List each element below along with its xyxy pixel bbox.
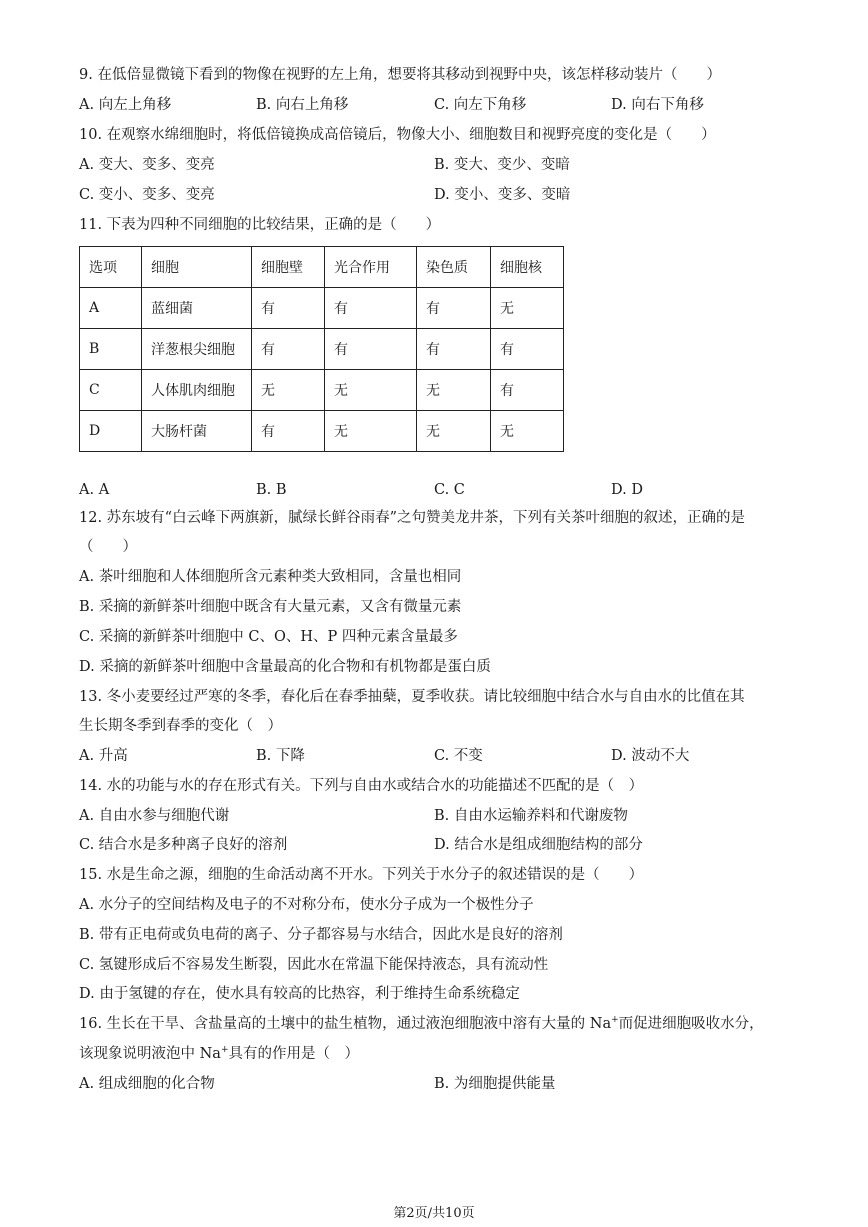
q14-option-b: B. 自由水运输养料和代谢废物	[434, 808, 628, 824]
question-15-stem: 15. 水是生命之源，细胞的生命活动离不开水。下列关于水分子的叙述错误的是（ ）	[79, 867, 644, 883]
table-cell: A	[80, 288, 142, 329]
q12-option-a: A. 茶叶细胞和人体细胞所含元素种类大致相同，含量也相同	[79, 569, 462, 585]
table-cell: C	[80, 370, 142, 411]
question-13-stem-cont: 生长期冬季到春季的变化（ ）	[79, 718, 282, 734]
q16-option-b: B. 为细胞提供能量	[434, 1076, 556, 1092]
q15-option-d: D. 由于氢键的存在，使水具有较高的比热容，利于维持生命系统稳定	[79, 986, 520, 1002]
table-cell: 有	[252, 411, 325, 452]
q10-option-b: B. 变大、变少、变暗	[434, 157, 570, 173]
table-cell: 有	[491, 370, 564, 411]
table-cell: 无	[417, 370, 491, 411]
table-cell: 无	[491, 411, 564, 452]
table-cell: B	[80, 329, 142, 370]
q10-option-c: C. 变小、变多、变亮	[79, 187, 215, 203]
q13-option-d: D. 波动不大	[611, 748, 690, 764]
table-cell: 有	[325, 329, 417, 370]
table-cell: 大肠杆菌	[142, 411, 252, 452]
q13-option-b: B. 下降	[256, 748, 305, 764]
q16-stem2-text-cont: 具有的作用是（ ）	[228, 1046, 359, 1062]
table-cell: 有	[252, 329, 325, 370]
q11-option-b: B. B	[256, 482, 287, 498]
q16-stem2-text: 该现象说明液泡中 Na	[79, 1046, 221, 1062]
table-cell: 无	[325, 411, 417, 452]
table-cell: 有	[417, 288, 491, 329]
table-cell: 有	[417, 329, 491, 370]
question-16-stem-cont	[79, 1044, 359, 1064]
table-cell: 有	[491, 329, 564, 370]
table-header-cell: 选项	[80, 247, 142, 288]
table-cell: D	[80, 411, 142, 452]
q15-option-c: C. 氢键形成后不容易发生断裂，因此水在常温下能保持液态，具有流动性	[79, 957, 549, 973]
cell-comparison-table	[79, 246, 564, 452]
q14-option-a: A. 自由水参与细胞代谢	[79, 808, 230, 824]
q15-option-b: B. 带有正电荷或负电荷的离子、分子都容易与水结合，因此水是良好的溶剂	[79, 927, 563, 943]
question-12-stem: 12. 苏东坡有“白云峰下两旗新，腻绿长鲜谷雨春”之句赞美龙井茶，下列有关茶叶细胞的叙述，正确的是	[79, 510, 745, 526]
table-cell: 有	[252, 288, 325, 329]
table-cell: 人体肌肉细胞	[142, 370, 252, 411]
table-header-cell: 细胞壁	[252, 247, 325, 288]
question-12-stem-cont: （ ）	[79, 539, 137, 555]
q9-option-a: A. 向左上角移	[79, 97, 172, 113]
q15-option-a: A. 水分子的空间结构及电子的不对称分布，使水分子成为一个极性分子	[79, 897, 534, 913]
q11-option-d: D. D	[611, 482, 643, 498]
q16-stem-text-cont: 而促进细胞吸收水分，	[618, 1016, 764, 1032]
sodium-charge: +	[220, 1045, 229, 1056]
table-cell: 无	[252, 370, 325, 411]
table-cell: 无	[417, 411, 491, 452]
table-header-cell: 细胞核	[491, 247, 564, 288]
q12-option-c: C. 采摘的新鲜茶叶细胞中 C、O、H、P 四种元素含量最多	[79, 629, 458, 645]
q16-option-a: A. 组成细胞的化合物	[79, 1076, 215, 1092]
table-cell: 有	[325, 288, 417, 329]
q11-option-c: C. C	[434, 482, 465, 498]
q11-option-a: A. A	[79, 482, 110, 498]
table-row	[80, 370, 564, 411]
table-row	[80, 288, 564, 329]
table-cell: 洋葱根尖细胞	[142, 329, 252, 370]
q13-option-a: A. 升高	[79, 748, 128, 764]
question-9-stem: 9. 在低倍显微镜下看到的物像在视野的左上角，想要将其移动到视野中央，该怎样移动装片（ ）	[79, 67, 721, 83]
q9-option-c: C. 向左下角移	[434, 97, 527, 113]
q16-stem-text: 16. 生长在干旱、含盐量高的土壤中的盐生植物，通过液泡细胞液中溶有大量的 Na	[79, 1016, 612, 1032]
q10-option-a: A. 变大、变多、变亮	[79, 157, 215, 173]
q9-option-d: D. 向右下角移	[611, 97, 704, 113]
table-cell: 无	[491, 288, 564, 329]
question-11-stem: 11. 下表为四种不同细胞的比较结果，正确的是（ ）	[79, 217, 441, 233]
question-14-stem: 14. 水的功能与水的存在形式有关。下列与自由水或结合水的功能描述不匹配的是（ ）	[79, 778, 644, 794]
table-row	[80, 411, 564, 452]
table-header-cell: 染色质	[417, 247, 491, 288]
q14-option-d: D. 结合水是组成细胞结构的部分	[434, 837, 643, 853]
q12-option-b: B. 采摘的新鲜茶叶细胞中既含有大量元素，又含有微量元素	[79, 599, 462, 615]
table-header-cell: 细胞	[142, 247, 252, 288]
q10-option-d: D. 变小、变多、变暗	[434, 187, 571, 203]
table-cell: 无	[325, 370, 417, 411]
question-10-stem: 10. 在观察水绵细胞时，将低倍镜换成高倍镜后，物像大小、细胞数目和视野亮度的变化是（ ）	[79, 127, 716, 143]
q9-option-b: B. 向右上角移	[256, 97, 349, 113]
question-16-stem	[79, 1014, 764, 1034]
q12-option-d: D. 采摘的新鲜茶叶细胞中含量最高的化合物和有机物都是蛋白质	[79, 659, 491, 675]
table-cell: 蓝细菌	[142, 288, 252, 329]
table-row	[80, 329, 564, 370]
page-number: 第2页/共10页	[393, 1206, 475, 1221]
q14-option-c: C. 结合水是多种离子良好的溶剂	[79, 837, 288, 853]
sodium-charge: +	[611, 1015, 619, 1026]
table-header-row	[80, 247, 564, 288]
question-13-stem: 13. 冬小麦要经过严寒的冬季，春化后在春季抽蘖，夏季收获。请比较细胞中结合水与自由水的比值在其	[79, 689, 745, 705]
q13-option-c: C. 不变	[434, 748, 483, 764]
table-header-cell: 光合作用	[325, 247, 417, 288]
